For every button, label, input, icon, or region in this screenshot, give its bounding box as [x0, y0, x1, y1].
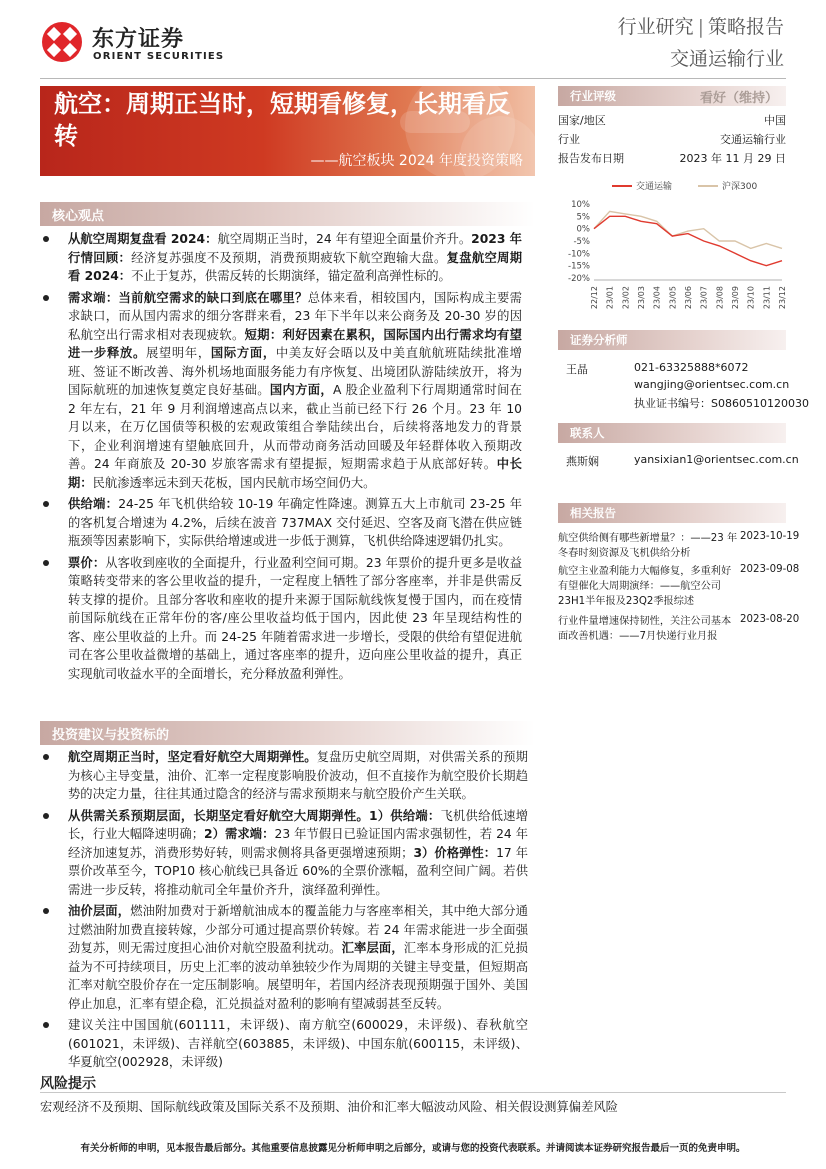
x-tick-label: 23/11	[762, 286, 772, 310]
y-tick-label: -15%	[568, 261, 590, 272]
risk-text: 宏观经济不及预期、国际航线政策及国际关系不及预期、油价和汇率大幅波动风险、相关假设测算偏差风险	[40, 1100, 618, 1114]
y-tick-label: -10%	[568, 249, 590, 260]
bullet-text: 燃油附加费对于新增航油成本的覆盖能力与客座率相关，其中绝大部分通过燃油附加费直接转嫁，少部分可通过提高票价转嫁。若 24 年需求能进一步全面强劲复苏，则无需过度担心油价对航空股盈利扰动。	[68, 904, 528, 955]
contact-bar	[558, 423, 786, 443]
bullet-emphasis: 短期：利好因素在累积，国际国内出行需求均有望进一步释放。	[68, 327, 522, 360]
related-report-date: 2023-08-20	[740, 614, 800, 625]
bullet-point	[40, 554, 522, 684]
field-region	[558, 112, 786, 126]
x-tick-label: 23/04	[652, 286, 662, 310]
section-core-view-label: 核心观点	[52, 209, 105, 224]
y-tick-label: 5%	[576, 212, 590, 223]
report-type: 行业研究 | 策略报告	[617, 16, 784, 38]
bullet-emphasis: 2）需求端：	[204, 827, 275, 841]
report-subtype: 策略报告	[707, 16, 784, 38]
bullet-emphasis: 中长期：	[68, 457, 522, 490]
header-divider	[40, 78, 786, 79]
risk-divider	[40, 1092, 786, 1093]
brand-name-cn: 东方证券	[92, 27, 185, 52]
bullet-emphasis: 从航空周期复盘看 2024：	[68, 232, 218, 246]
section-investment-label: 投资建议与投资标的	[52, 728, 170, 743]
bullet-text: 展望明年，	[145, 346, 211, 360]
bullet-emphasis: 3）价格弹性：	[413, 845, 497, 860]
bullet-emphasis: 从供需关系预期层面，长期坚定看好航空大周期弹性。1）供给端：	[68, 808, 441, 823]
contact-section-label: 联系人	[570, 426, 605, 440]
performance-chart	[556, 174, 788, 324]
bullet-point	[40, 495, 522, 551]
related-bar	[558, 503, 786, 523]
x-tick-label: 23/02	[621, 286, 631, 310]
x-tick-label: 23/05	[668, 286, 678, 310]
report-category: 行业研究	[617, 16, 694, 38]
report-title: 航空：周期正当时，短期看修复，长期看反转	[54, 90, 510, 150]
series-line	[594, 216, 782, 265]
bullet-emphasis: 需求端：当前航空需求的缺口到底在哪里？	[68, 290, 308, 305]
report-subtitle: ——航空板块 2024 年度投资策略	[310, 153, 523, 169]
field-publish-date-key: 报告发布日期	[558, 152, 624, 165]
field-publish-date-value: 2023 年 11 月 29 日	[679, 152, 786, 165]
bullet-text: 汇率本身形成的汇兑损益为不可持续项目，历史上汇率的波动单独较少作为周期的关键主导变量，但短期高汇率对航空股价存在一定压制影响。展望明年，若国内经济表现预期强于国外、美国停止加息，汇率有望企稳，汇兑损益对盈利的影响有望减弱甚至反转。	[68, 941, 528, 1011]
bullet-text: 民航渗透率远未到天花板，国内民航市场空间仍大。	[92, 475, 376, 490]
field-industry	[558, 131, 786, 145]
investment-points-list	[40, 748, 528, 1075]
y-tick-label: 0%	[576, 224, 590, 235]
field-industry-key: 行业	[558, 133, 580, 146]
x-tick-label: 23/08	[715, 286, 725, 310]
section-core-view	[40, 202, 535, 226]
bullet-text: 17 年票价改革至今，TOP10 核心航线已具备近 60%的全票价涨幅，盈利空间广阔。若供需进一步反转，将推动航司全年量价齐升，演绎盈利弹性。	[68, 845, 528, 897]
analyst-name: 王晶	[566, 363, 588, 376]
field-publish-date	[558, 150, 786, 164]
field-region-value: 中国	[764, 114, 786, 127]
bullet-emphasis: 供给端：	[68, 497, 119, 511]
bullet-emphasis: 国内方面，	[269, 383, 333, 397]
bullet-emphasis: 复盘航空周期看 2024：	[68, 250, 522, 283]
bullet-point	[40, 289, 522, 493]
y-tick-label: -20%	[568, 274, 590, 284]
bullet-emphasis: 国际方面，	[210, 346, 276, 360]
bullet-point	[40, 230, 522, 286]
related-report-date: 2023-10-19	[740, 531, 800, 542]
analyst-email[interactable]: wangjing@orientsec.com.cn	[634, 378, 790, 391]
section-investment	[40, 721, 535, 745]
x-tick-label: 23/01	[605, 286, 615, 310]
related-report-date: 2023-09-08	[740, 564, 800, 575]
x-tick-label: 23/12	[778, 286, 787, 310]
contact-email[interactable]: yansixian1@orientsec.com.cn	[634, 453, 799, 466]
field-industry-value: 交通运输行业	[720, 133, 786, 146]
x-tick-label: 23/03	[637, 286, 646, 310]
bullet-point	[40, 902, 528, 1013]
x-tick-label: 22/12	[590, 286, 599, 310]
bullet-emphasis: 2023 年行情回顾：	[68, 232, 522, 265]
analyst-bar	[558, 330, 786, 350]
title-banner	[40, 86, 535, 176]
bullet-emphasis: 油价层面，	[68, 904, 131, 918]
bullet-text: 复盘历史航空周期，对供需关系的预期为核心主导变量，油价、汇率一定程度影响股价波动，但不直接作为航空股价长期趋势的决定力量，往往其通过隐含的经济与需求预期来与航空股价产生关联。	[68, 750, 528, 801]
rating-bar	[558, 86, 786, 106]
x-tick-label: 23/09	[731, 286, 740, 310]
bullet-point	[40, 1016, 528, 1072]
field-region-key: 国家/地区	[558, 114, 606, 127]
related-section-label: 相关报告	[570, 506, 616, 520]
analyst-phone: 021-63325888*6072	[634, 361, 749, 374]
bullet-text: 飞机供给低速增长，行业大幅降速明确；	[68, 808, 528, 841]
bullet-text: 23 年节假日已验证国内需求强韧性，若 24 年经济加速复苏，消费形势好转，则需求侧将具备更强增速预期；	[68, 827, 528, 860]
bullet-text: 经济复苏强度不及预期，消费预期疲软下航空跑输大盘。	[131, 250, 447, 265]
bullet-text: 航空周期正当时，24 年有望迎全面量价齐升。	[217, 232, 472, 246]
rating-value: 看好（维持）	[699, 91, 778, 106]
bullet-text: 中美友好会晤以及中美直航航班陆续批准增班、签证不断改善、海外机场地面服务能力有序恢复、出境团队游陆续放开，将为国际航班的加速恢复奠定良好基础。	[68, 346, 522, 397]
x-tick-label: 23/07	[699, 286, 709, 310]
analyst-certificate: 执业证书编号：S0860510120030	[634, 397, 809, 410]
legend-label: 沪深300	[722, 182, 758, 192]
legend-label: 交通运输	[636, 182, 673, 192]
bullet-emphasis: 航空周期正当时，坚定看好航空大周期弹性。	[68, 750, 317, 764]
y-tick-label: 10%	[571, 200, 590, 210]
related-report-title[interactable]: 航空主业盈利能力大幅修复，多重利好有望催化大周期演绎：——航空公司23H1半年报及23Q2季报综述	[558, 566, 732, 607]
bullet-text: 24-25 年飞机供给较 10-19 年确定性降速。测算五大上市航司 23-25 年的客机复合增速为 4.2%，后续在波音 737MAX 交付延迟、空客及商飞潜在供应链瓶颈等因素影响下，实际供给增速或进一步低于测算，飞机供给降速逻辑仍扎实。	[68, 497, 522, 548]
x-tick-label: 23/06	[684, 286, 693, 310]
risk-heading: 风险提示	[40, 1076, 96, 1092]
analyst-section-label: 证券分析师	[570, 333, 628, 347]
related-report-title[interactable]: 航空供给侧有哪些新增量？：——23 年冬春时刻资源及飞机供给分析	[558, 533, 738, 559]
bullet-text: 从客收到座收的全面提升，行业盈利空间可期。23 年票价的提升更多是收益策略转变带来的客公里收益的提升，一定程度上牺牲了部分客座率，并非是供需反转支撑的提价。且部分客收和座收的提升来源于国际航线恢复慢于国内，而在疫情前国际航线在正常年份的客/座公里收益均低于国内，因此使 23 年呈现结构性的客、座公里收益的上升。而 24-25 年随着需求进一步增长，受限的供给有望促进航司在客公里收益微增的基础上，通过客座率的提升，迈向座公里收益的提升，真正实现航司收益水平的全面增长，充分释放盈利弹性。	[68, 555, 522, 681]
bullet-text: 不止于复苏，供需反转的长期演绎，锚定盈利高弹性标的。	[131, 269, 451, 283]
related-report-title[interactable]: 行业件量增速保持韧性，关注公司基本面改善机遇：——7月快递行业月报	[558, 616, 732, 642]
bullet-emphasis: 票价：	[68, 555, 106, 570]
bullet-point	[40, 748, 528, 804]
bullet-point	[40, 807, 528, 900]
report-industry: 交通运输行业	[669, 48, 784, 70]
bullet-text: 建议关注中国国航(601111，未评级)、南方航空(600029，未评级)、春秋航空(601021，未评级)、吉祥航空(603885，未评级)、中国东航(600115，未评级)、华夏航空(002928，未评级)	[68, 1018, 528, 1069]
y-tick-label: -5%	[573, 237, 590, 247]
brand-name-en: ORIENT SECURITIES	[93, 51, 225, 62]
footer-disclaimer: 有关分析师的申明，见本报告最后部分。其他重要信息披露见分析师申明之后部分，或请与您的投资代表联系。并请阅读本证券研究报告最后一页的免责申明。	[80, 1143, 746, 1154]
core-points-list	[40, 230, 522, 686]
bullet-text: 总体来看，相较国内，国际构成主要需求缺口，而从国内需求的细分客群来看，23 年下半年以来公商务及 20-30 岁的因私航空出行需求相对表现疲软。	[68, 290, 522, 342]
rating-label: 行业评级	[570, 89, 616, 103]
bullet-text: A 股企业盈利下行周期通常时间在 2 年左右，21 年 9 月利润增速高点以来，截止当前已经下行 26 个月。23 年 10 月以来，在万亿国债等积极的宏观政策组合拳陆续出台，后续将落地发力的背景下，企业利润增速有望触底回升，从而带动商务活动回暖及年轻群体收入预期改善。24 年商旅及 20-30 岁旅客需求有望提振，短期需求趋于从底部好转。	[68, 383, 522, 471]
contact-name: 燕斯娴	[566, 455, 599, 468]
company-logo-icon	[40, 20, 84, 64]
x-tick-label: 23/10	[746, 286, 756, 310]
bullet-emphasis: 汇率层面，	[341, 941, 404, 955]
